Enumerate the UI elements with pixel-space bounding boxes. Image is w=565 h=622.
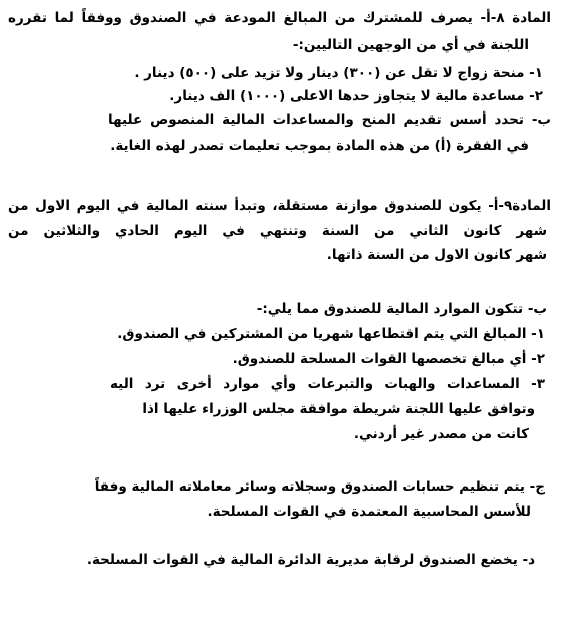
- article-9-item-3-line-1: ٣- المساعدات والهبات والتبرعات وأي موارد أخرى ترد اليه: [110, 376, 545, 392]
- article-8-item-2: ٢- مساعدة مالية لا يتجاوز حدها الاعلى (١٠٠٠) الف دينار.: [169, 88, 543, 104]
- article-8-item-1: ١- منحة زواج لا تقل عن (٣٠٠) دينار ولا تزيد على (٥٠٠) دينار .: [134, 65, 543, 81]
- article-9-paragraph-c-line-1: ج- يتم تنظيم حسابات الصندوق وسجلاته وسائر معاملاته المالية وفقاً: [94, 479, 545, 495]
- article-9-item-2: ٢- أي مبالغ تخصصها القوات المسلحة للصندوق.: [232, 351, 545, 367]
- article-9-line-2: شهر كانون الثاني من السنة وتنتهي في اليوم الحادي والثلاثين من: [8, 223, 547, 239]
- article-9-line-1: المادة٩-أ- يكون للصندوق موازنة مستقلة، وتبدأ سنته المالية في اليوم الاول من: [8, 198, 551, 214]
- article-9-item-3-line-3: كانت من مصدر غير أردني.: [353, 426, 529, 442]
- article-9-paragraph-d: د- يخضع الصندوق لرقابة مديرية الدائرة المالية في القوات المسلحة.: [86, 552, 535, 568]
- article-9-item-3-line-2: وتوافق عليها اللجنة شريطة موافقة مجلس الوزراء عليها اذا: [142, 401, 535, 417]
- article-8-line-1: المادة ٨-أ- يصرف للمشترك من المبالغ المودعة في الصندوق ووفقاً لما تقرره: [8, 10, 551, 26]
- article-9-paragraph-c-line-2: للأسس المحاسبية المعتمدة في القوات المسلحة.: [207, 504, 531, 520]
- article-9-line-3: شهر كانون الاول من السنة ذاتها.: [326, 247, 547, 263]
- article-9-paragraph-b: ب- تتكون الموارد المالية للصندوق مما يلي:-: [256, 301, 547, 317]
- article-8-line-2: اللجنة في أي من الوجهين التاليين:-: [292, 37, 529, 53]
- article-9-item-1: ١- المبالغ التي يتم اقتطاعها شهريا من المشتركين في الصندوق.: [117, 326, 545, 342]
- article-8-paragraph-b-line-1: ب- تحدد أسس تقديم المنح والمساعدات المالية المنصوص عليها: [108, 112, 551, 128]
- article-8-paragraph-b-line-2: في الفقرة (أ) من هذه المادة بموجب تعليمات تصدر لهذه الغاية.: [110, 138, 529, 154]
